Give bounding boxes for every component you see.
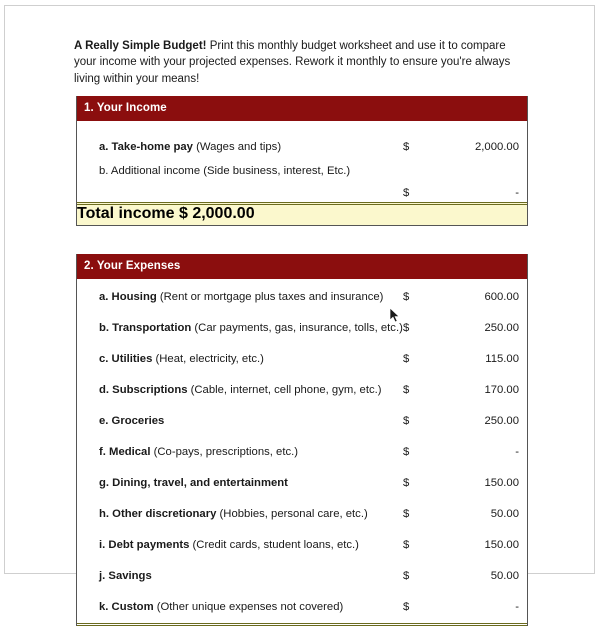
income-section-header: 1. Your Income — [77, 96, 527, 121]
income-row-amount[interactable]: - — [515, 187, 519, 199]
expense-row-amount[interactable]: 250.00 — [484, 321, 519, 334]
expense-row-amount[interactable]: - — [515, 445, 519, 458]
expense-row-amount[interactable]: 50.00 — [490, 569, 519, 582]
expense-row-savings[interactable] — [77, 560, 527, 591]
expense-row-currency: $ — [403, 414, 410, 427]
income-row-additional-income[interactable] — [77, 162, 527, 202]
expense-row-label: i. Debt payments (Credit cards, student loans, etc.) — [99, 538, 359, 551]
expense-row-label: j. Savings — [99, 569, 152, 582]
expense-row-label: k. Custom (Other unique expenses not covered) — [99, 600, 344, 613]
worksheet-page — [4, 5, 595, 613]
expense-row-debt-payments[interactable] — [77, 529, 527, 560]
income-row-label: a. Take-home pay (Wages and tips) — [99, 140, 282, 153]
expense-row-transportation[interactable] — [77, 312, 527, 343]
expense-row-label: h. Other discretionary (Hobbies, personal care, etc.) — [99, 507, 368, 520]
total-income-amount: 2,000.00 — [192, 205, 255, 222]
expense-row-amount[interactable]: 600.00 — [484, 290, 519, 303]
expense-row-groceries[interactable] — [77, 405, 527, 436]
expense-row-housing[interactable] — [77, 281, 527, 312]
expense-row-amount[interactable]: 50.00 — [490, 507, 519, 520]
expense-row-label: d. Subscriptions (Cable, internet, cell phone, gym, etc.) — [99, 383, 382, 396]
expense-row-currency: $ — [403, 352, 410, 365]
expense-row-label: b. Transportation (Car payments, gas, insurance, tolls, etc.) — [99, 321, 403, 334]
intro-paragraph — [74, 38, 529, 88]
expense-row-amount[interactable]: 170.00 — [484, 383, 519, 396]
expense-row-currency: $ — [403, 476, 410, 489]
expenses-section-header: 2. Your Expenses — [77, 254, 527, 279]
expense-row-currency: $ — [403, 600, 410, 613]
expense-row-currency: $ — [403, 383, 410, 396]
expense-row-custom[interactable] — [77, 591, 527, 622]
income-row-take-home-pay[interactable] — [77, 131, 527, 162]
income-row-label: b. Additional income (Side business, interest, Etc.) — [99, 165, 351, 177]
expense-row-amount[interactable]: 150.00 — [484, 538, 519, 551]
income-row-currency: $ — [403, 187, 410, 199]
intro-lead: A Really Simple Budget! — [74, 39, 207, 52]
expense-row-label: a. Housing (Rent or mortgage plus taxes and insurance) — [99, 290, 384, 303]
expense-row-amount[interactable]: 150.00 — [484, 476, 519, 489]
expense-row-dining-travel-entertainment[interactable] — [77, 467, 527, 498]
income-rows — [77, 121, 527, 226]
total-income-label: Total income — [77, 205, 175, 222]
expenses-rows — [77, 279, 527, 626]
expense-row-subscriptions[interactable] — [77, 374, 527, 405]
expense-row-currency: $ — [403, 538, 410, 551]
expense-row-amount[interactable]: 115.00 — [485, 352, 519, 365]
expense-row-label: f. Medical (Co-pays, prescriptions, etc.) — [99, 445, 299, 458]
expense-row-utilities[interactable] — [77, 343, 527, 374]
total-income-currency: $ — [178, 205, 188, 222]
intro-body: Print this monthly budget worksheet and use it to compare your income with your projected expenses. Rework it monthly to ensure you're always living within your means! — [74, 39, 511, 85]
expense-row-amount[interactable]: 250.00 — [484, 414, 519, 427]
expense-row-medical[interactable] — [77, 436, 527, 467]
expense-row-label: c. Utilities (Heat, electricity, etc.) — [99, 352, 264, 365]
expense-row-currency: $ — [403, 290, 410, 303]
total-income-row — [77, 202, 527, 226]
expense-row-currency: $ — [403, 569, 410, 582]
expense-row-label: e. Groceries — [99, 414, 165, 427]
expense-row-amount[interactable]: - — [515, 600, 519, 613]
expense-row-currency: $ — [403, 507, 410, 520]
expense-row-label: g. Dining, travel, and entertainment — [99, 476, 288, 489]
income-row-currency: $ — [403, 140, 410, 153]
expenses-section — [76, 254, 528, 626]
income-section — [76, 96, 528, 226]
expense-row-other-discretionary[interactable] — [77, 498, 527, 529]
income-row-amount[interactable]: 2,000.00 — [475, 140, 519, 153]
expense-row-currency: $ — [403, 321, 410, 334]
expense-row-currency: $ — [403, 445, 410, 458]
